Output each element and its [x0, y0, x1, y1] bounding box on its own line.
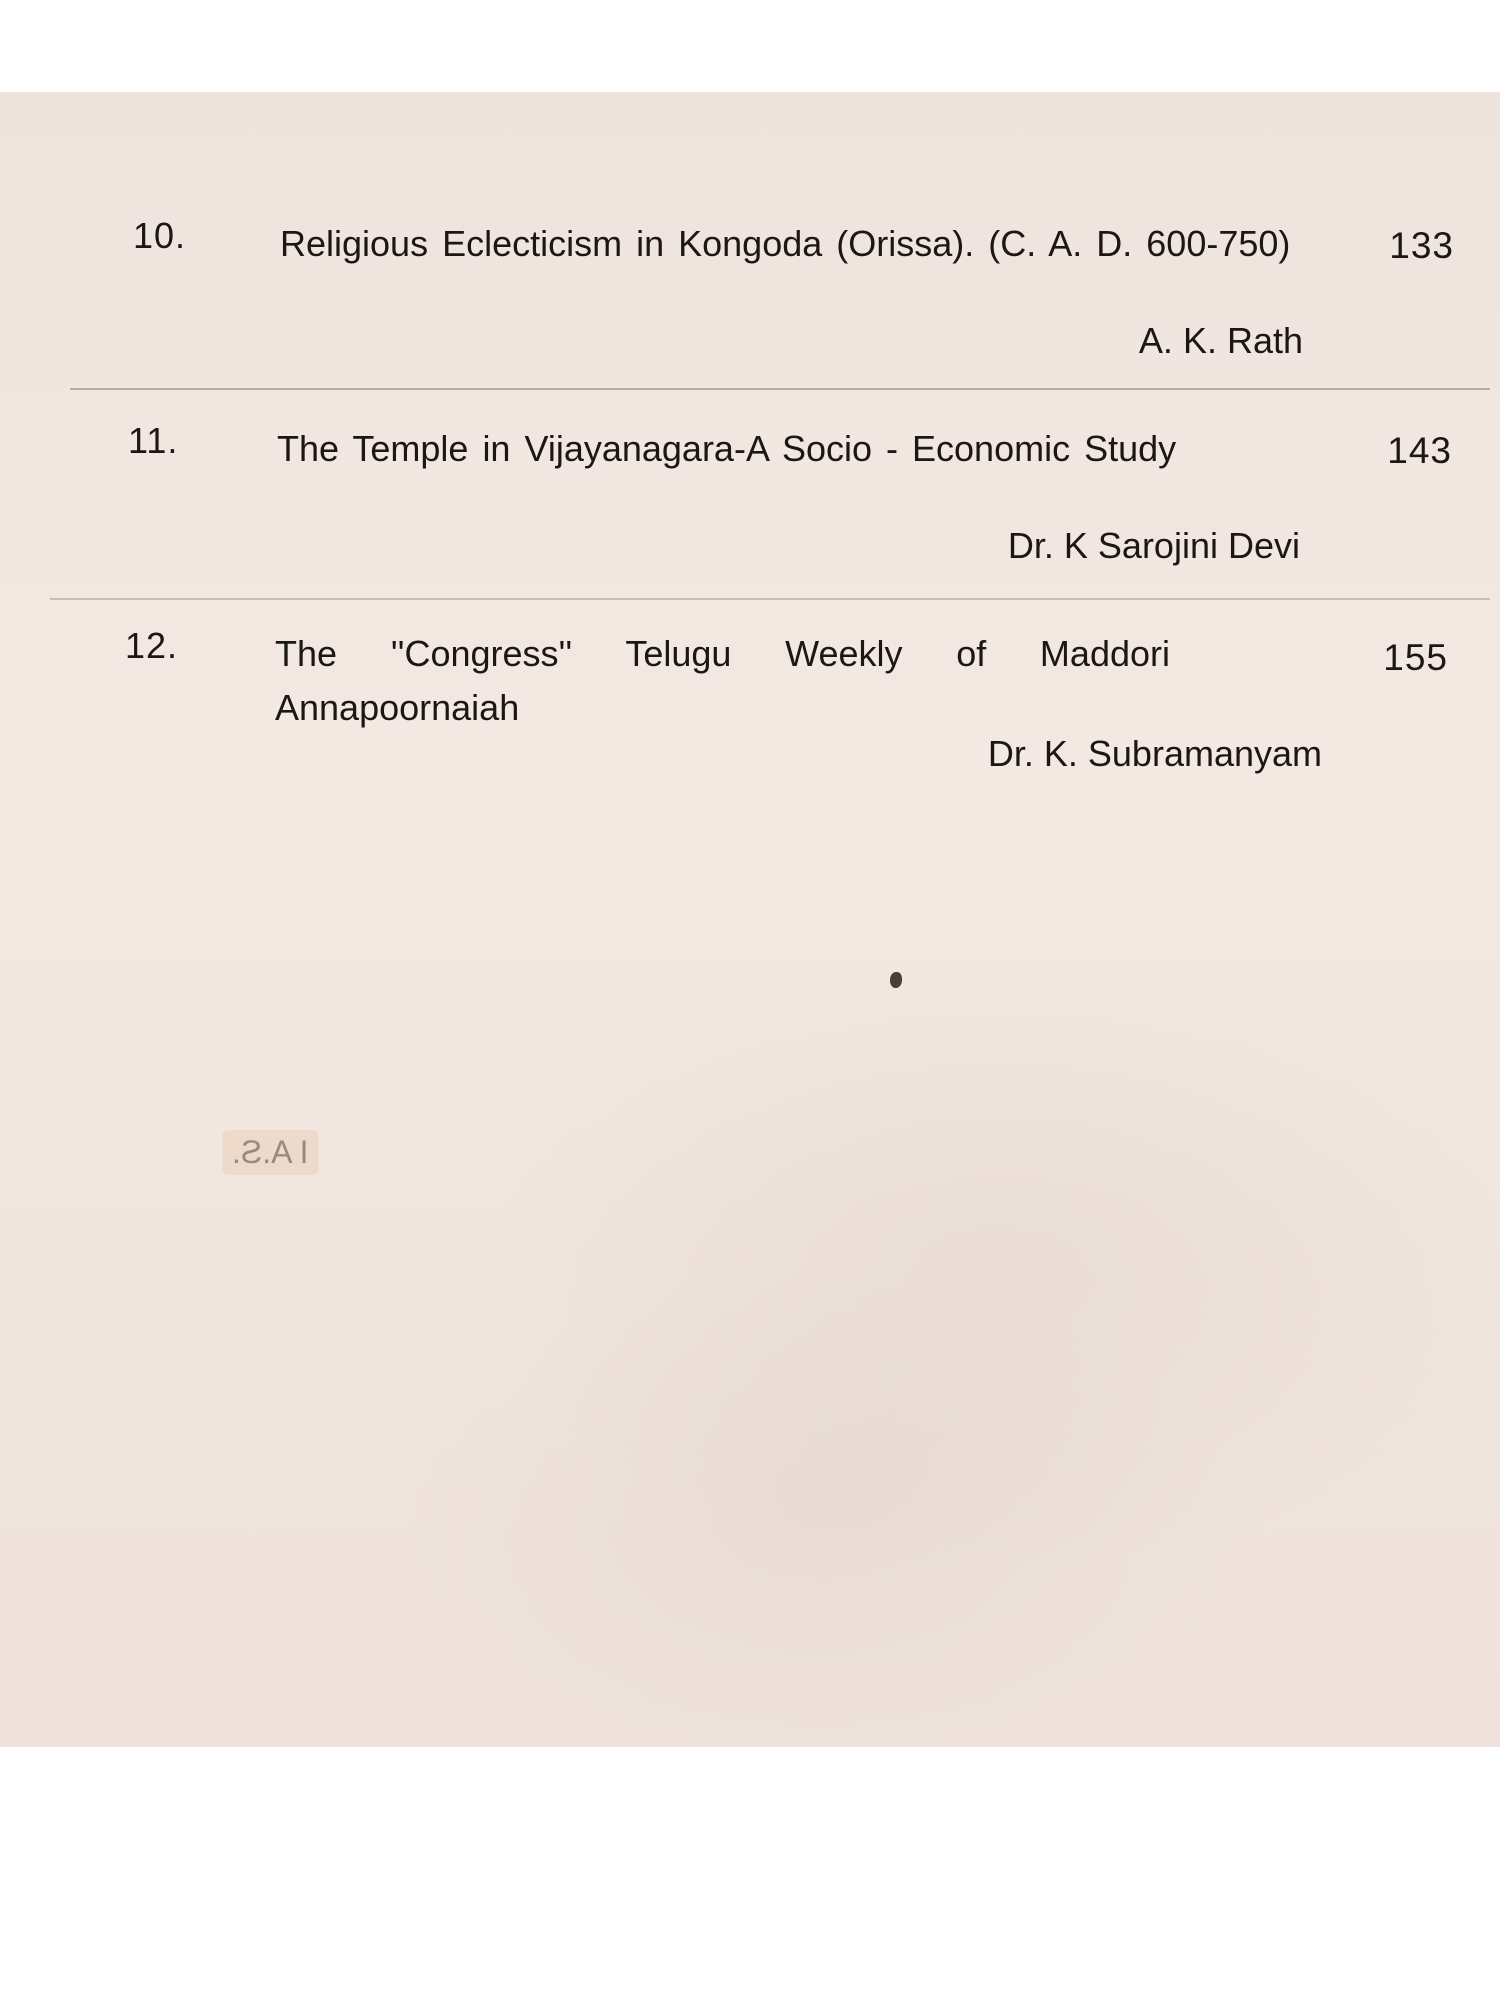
entry-divider: [70, 388, 1490, 390]
entry-title: The Temple in Vijayanagara-A Socio - Economic Study: [277, 428, 1177, 469]
paper-speck: [890, 972, 902, 988]
bleed-through-stamp: I A.S.: [222, 1130, 318, 1175]
entry-divider: [50, 598, 1490, 600]
entry-number: 10.: [133, 215, 187, 256]
entry-author: Dr. K. Subramanyam: [987, 733, 1322, 774]
entry-title: The ''Congress'' Telugu Weekly of Maddori Annapoornaiah: [275, 633, 1170, 728]
entry-number: 12.: [125, 625, 179, 666]
entry-page-number: 133: [1389, 225, 1454, 266]
entry-title: Religious Eclecticism in Kongoda (Orissa). (C. A. D. 600-750): [280, 223, 1291, 264]
entry-number: 11.: [128, 420, 179, 461]
entry-author: Dr. K Sarojini Devi: [1007, 525, 1300, 566]
entry-page-number: 155: [1383, 637, 1448, 678]
entry-page-number: 143: [1387, 430, 1452, 471]
entry-author: A. K. Rath: [1138, 320, 1303, 361]
